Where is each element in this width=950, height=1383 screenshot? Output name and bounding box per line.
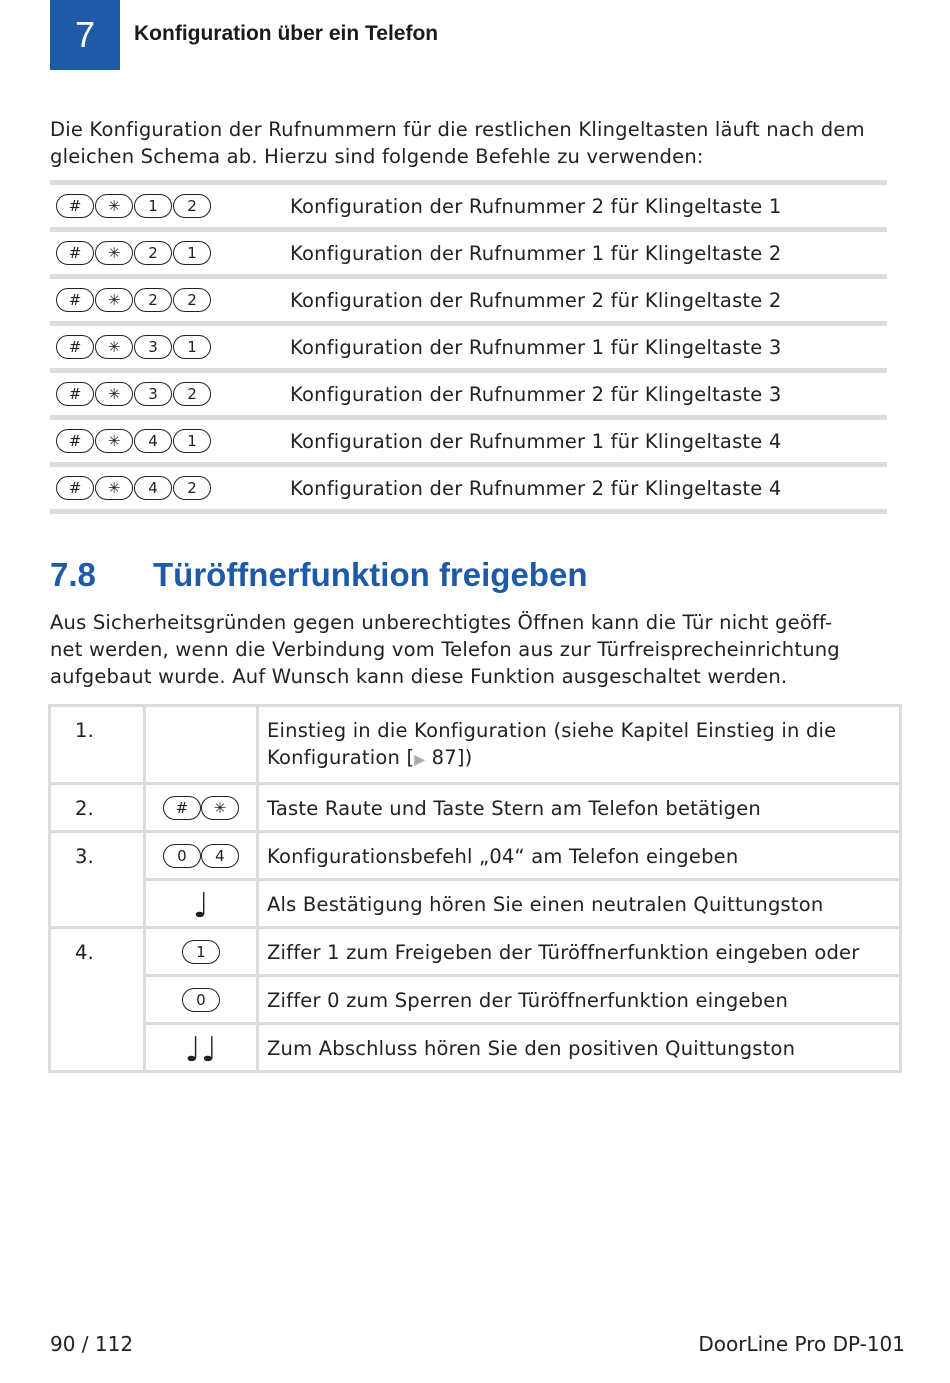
key-sequence (50, 476, 290, 500)
digit-key-icon: 2 (173, 476, 211, 500)
star-key-icon: ✳ (95, 335, 133, 359)
step-number: 3. (50, 832, 145, 928)
steps-table (48, 704, 902, 1073)
star-key-icon: ✳ (95, 382, 133, 406)
key-sequence (50, 382, 290, 406)
key-sequence (50, 241, 290, 265)
step-row (50, 832, 901, 880)
step-text: Zum Abschluss hören Sie den positiven Quittungston (258, 1024, 901, 1072)
hash-key-icon: # (56, 476, 94, 500)
star-key-icon: ✳ (201, 796, 239, 820)
command-table (50, 180, 887, 514)
digit-key-icon: 4 (134, 476, 172, 500)
step-row (50, 784, 901, 832)
hash-key-icon: # (56, 194, 94, 218)
key-sequence (50, 194, 290, 218)
command-row (50, 279, 887, 326)
section-heading (50, 556, 587, 594)
step-row (50, 1024, 901, 1072)
command-row (50, 373, 887, 420)
command-description: Konfiguration der Rufnummer 1 für Klingeltaste 3 (290, 335, 782, 359)
digit-key-icon: 3 (134, 382, 172, 406)
digit-key-icon: 3 (134, 335, 172, 359)
step-icon-cell (145, 706, 258, 784)
step-row (50, 880, 901, 928)
command-row (50, 467, 887, 514)
paragraph-line: aufgebaut wurde. Auf Wunsch kann diese Funktion ausgeschaltet werden. (50, 665, 788, 688)
command-description: Konfiguration der Rufnummer 2 für Klingeltaste 3 (290, 382, 782, 406)
digit-key-icon: 1 (134, 194, 172, 218)
intro-paragraph: Die Konfiguration der Rufnummern für die restlichen Klingeltasten läuft nach dem gleichen Schema ab. Hierzu sind folgende Befehle zu verwenden: (50, 118, 865, 168)
digit-key-icon: 1 (173, 335, 211, 359)
step-text: Als Bestätigung hören Sie einen neutralen Quittungston (258, 880, 901, 928)
paragraph-line: net werden, wenn die Verbindung vom Telefon aus zur Türfreisprecheinrichtung (50, 638, 840, 661)
step-text: Ziffer 0 zum Sperren der Türöffnerfunktion eingeben (258, 976, 901, 1024)
digit-key-icon: 0 (182, 988, 220, 1012)
page-ref-arrow-icon: ▶ (414, 752, 426, 768)
digit-key-icon: 2 (134, 241, 172, 265)
star-key-icon: ✳ (95, 429, 133, 453)
star-key-icon: ✳ (95, 241, 133, 265)
section-title: Türöffnerfunktion freigeben (153, 556, 588, 593)
command-description: Konfiguration der Rufnummer 1 für Klingeltaste 2 (290, 241, 782, 265)
hash-key-icon: # (163, 796, 201, 820)
double-music-note-icon: ♩♩ (184, 1030, 218, 1070)
chapter-number: 7 (74, 14, 96, 55)
digit-key-icon: 2 (173, 382, 211, 406)
section-number: 7.8 (50, 556, 96, 593)
step-row (50, 706, 901, 784)
step-icon-cell (145, 784, 258, 832)
step-icon-cell (145, 928, 258, 976)
digit-key-icon: 2 (173, 194, 211, 218)
step-number: 1. (50, 706, 145, 784)
step-icon-cell (145, 976, 258, 1024)
command-row (50, 185, 887, 232)
step-text: Ziffer 1 zum Freigeben der Türöffnerfunktion eingeben oder (258, 928, 901, 976)
key-sequence (50, 288, 290, 312)
digit-key-icon: 1 (173, 241, 211, 265)
digit-key-icon: 1 (182, 940, 220, 964)
step-icon-cell (145, 832, 258, 880)
hash-key-icon: # (56, 241, 94, 265)
star-key-icon: ✳ (95, 288, 133, 312)
digit-key-icon: 0 (163, 844, 201, 868)
digit-key-icon: 1 (173, 429, 211, 453)
chapter-number-badge (50, 0, 120, 70)
command-description: Konfiguration der Rufnummer 1 für Klingeltaste 4 (290, 429, 782, 453)
page-number: 90 / 112 (50, 1332, 134, 1356)
command-description: Konfiguration der Rufnummer 2 für Klingeltaste 2 (290, 288, 782, 312)
hash-key-icon: # (56, 382, 94, 406)
star-key-icon: ✳ (95, 194, 133, 218)
digit-key-icon: 2 (134, 288, 172, 312)
digit-key-icon: 4 (201, 844, 239, 868)
digit-key-icon: 2 (173, 288, 211, 312)
chapter-title: Konfiguration über ein Telefon (134, 22, 439, 45)
star-key-icon: ✳ (95, 476, 133, 500)
section-paragraph (50, 609, 905, 690)
hash-key-icon: # (56, 288, 94, 312)
key-sequence (50, 335, 290, 359)
step-row (50, 928, 901, 976)
step-text: Einstieg in die Konfiguration (siehe Kapitel Einstieg in die Konfiguration [▶ 87]) (258, 706, 901, 784)
hash-key-icon: # (56, 335, 94, 359)
command-description: Konfiguration der Rufnummer 2 für Klingeltaste 4 (290, 476, 782, 500)
step-number: 4. (50, 928, 145, 1072)
step-icon-cell (145, 880, 258, 928)
command-row (50, 420, 887, 467)
paragraph-line: Aus Sicherheitsgründen gegen unberechtigtes Öffnen kann die Tür nicht geöff- (50, 611, 833, 634)
digit-key-icon: 4 (134, 429, 172, 453)
command-description: Konfiguration der Rufnummer 2 für Klingeltaste 1 (290, 194, 782, 218)
key-sequence (50, 429, 290, 453)
product-name: DoorLine Pro DP-101 (698, 1332, 905, 1356)
command-row (50, 232, 887, 279)
step-row (50, 976, 901, 1024)
step-icon-cell (145, 1024, 258, 1072)
hash-key-icon: # (56, 429, 94, 453)
step-number: 2. (50, 784, 145, 832)
music-note-icon: ♩ (192, 886, 210, 926)
step-text: Konfigurationsbefehl „04“ am Telefon eingeben (258, 832, 901, 880)
step-text: Taste Raute und Taste Stern am Telefon betätigen (258, 784, 901, 832)
command-row (50, 326, 887, 373)
